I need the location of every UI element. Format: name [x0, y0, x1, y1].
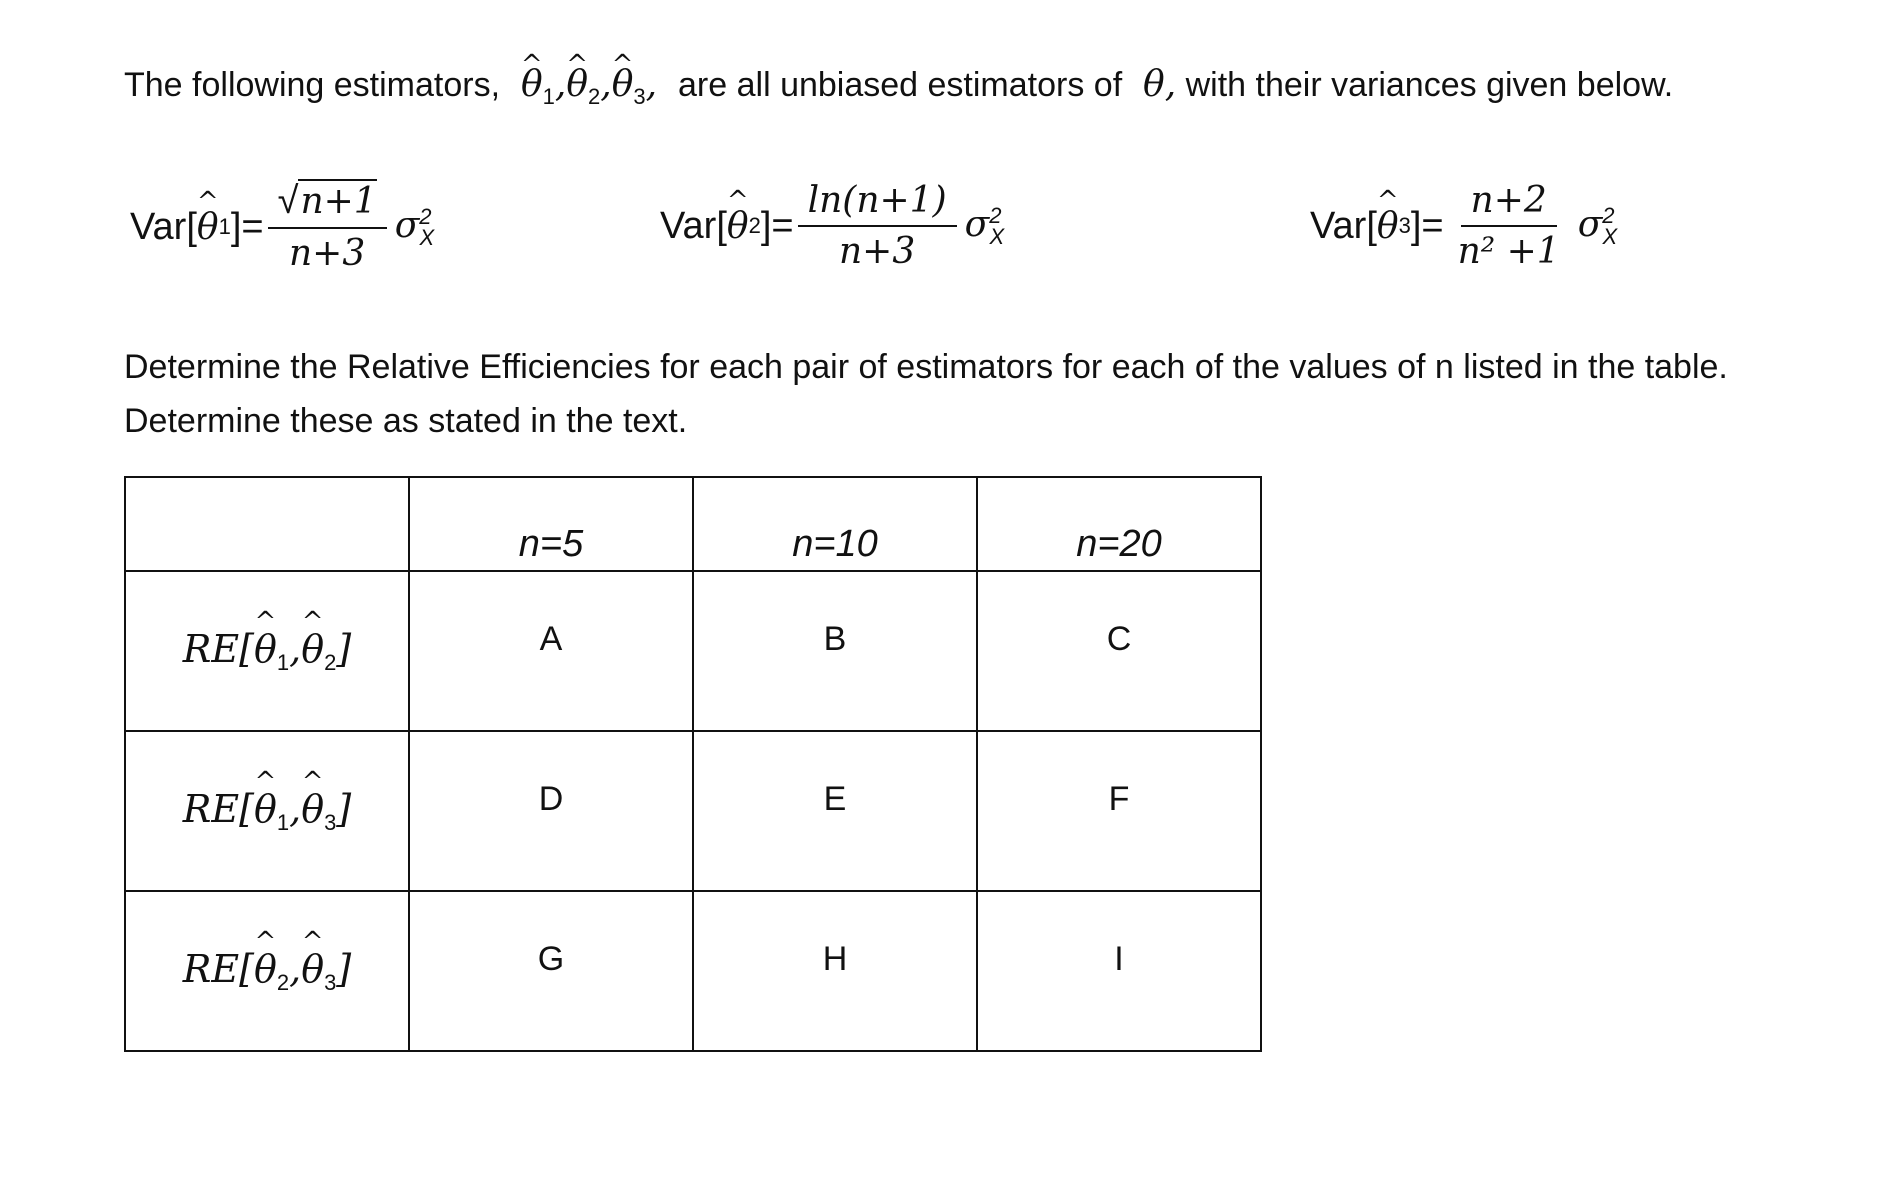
variance-formula-1: Var [ ^ θ 1 ]= $\frac{√n+1}{n+3}$ $\sigma^2_X$: [130, 180, 434, 274]
table-cell: D: [409, 731, 693, 891]
var-den-1: n+3: [289, 233, 366, 274]
table-cell: G: [409, 891, 693, 1051]
var-sub-1: 1: [218, 214, 231, 239]
var-fraction-1: [268, 180, 387, 274]
instructions-paragraph: Determine the Relative Efficiencies for each pair of estimators for each of the values of n listed in the table. Determine these as stated in the text.: [124, 348, 1728, 440]
table-cell: C: [977, 571, 1261, 731]
table-cell: H: [693, 891, 977, 1051]
var-label-2: Var: [660, 204, 717, 247]
intro-ending: with their variances given below.: [1185, 66, 1674, 104]
var-fraction-2: [798, 180, 957, 272]
sigma-x-squared: $\sigma^2_X$: [1577, 202, 1618, 249]
var-num-3: n+2: [1461, 180, 1557, 227]
sigma-x-squared: $\sigma^2_X$: [964, 202, 1005, 249]
sqrt-icon: √: [277, 180, 299, 222]
table-row: [125, 891, 1261, 1051]
intro-line: [124, 60, 1673, 122]
theta-symbol: θ,: [1131, 64, 1177, 105]
var-label-3: Var: [1310, 204, 1367, 247]
table-cell: A: [409, 571, 693, 731]
row-label: RE[^ $\theta_1,\^{}$ $\theta_2$]: [125, 571, 409, 731]
var-num-1: n+1: [300, 181, 377, 222]
var-num-2: ln(n+1): [798, 180, 957, 227]
variance-formula-2: Var [ ^ θ 2 ]= $\frac{\ln(n+1)}{n+3}$ $\sigma^2_X$: [660, 180, 1004, 272]
intro-suffix: are all unbiased estimators of: [678, 66, 1123, 104]
sigma-x-squared: $\sigma^2_X$: [394, 203, 435, 250]
row-label: RE[^ $\theta_1,\^{}$ $\theta_3$]: [125, 731, 409, 891]
var-label-1: Var: [130, 205, 187, 248]
relative-efficiency-table: [124, 476, 1262, 1052]
var-sub-2: 2: [748, 213, 761, 238]
header-cell-n20: n=20: [977, 477, 1261, 571]
table-cell: I: [977, 891, 1261, 1051]
var-den-2: n+3: [838, 231, 916, 272]
table-header-row: [125, 477, 1261, 571]
header-cell-empty: [125, 477, 409, 571]
estimator-list: ^ $\theta_1,\^{}$ $\theta_2,\^{}$ $\theta_3$,: [510, 64, 669, 105]
row-label: RE[^ $\theta_2,\^{}$ $\theta_3$]: [125, 891, 409, 1051]
table-row: [125, 731, 1261, 891]
intro-prefix: The following estimators,: [124, 66, 501, 104]
var-fraction-3: [1448, 180, 1570, 272]
table-cell: E: [693, 731, 977, 891]
variance-formula-3: Var [ ^ θ 3 ]= $\frac{n+2}{\text{n² +1}}$ $\sigma^2_X$: [1310, 180, 1617, 272]
table-cell: B: [693, 571, 977, 731]
header-cell-n5: n=5: [409, 477, 693, 571]
var-den-3: n² +1: [1457, 231, 1560, 272]
header-cell-n10: n=10: [693, 477, 977, 571]
var-sub-3: 3: [1398, 213, 1411, 238]
table-row: [125, 571, 1261, 731]
table-cell: F: [977, 731, 1261, 891]
